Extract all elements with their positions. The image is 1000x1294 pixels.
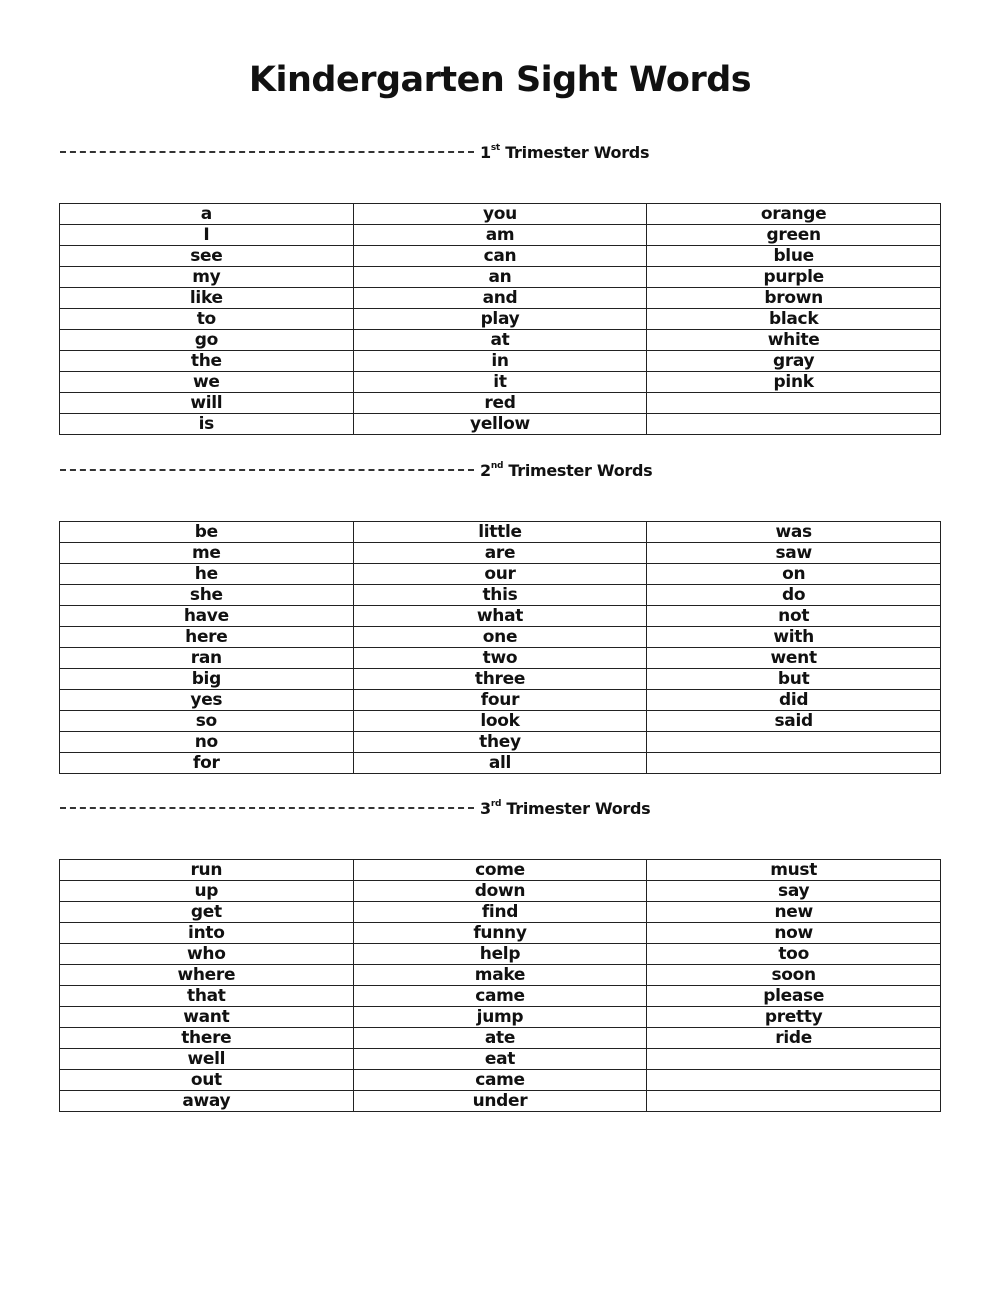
word-cell: for	[60, 753, 354, 774]
word-cell: but	[647, 669, 941, 690]
word-cell: down	[353, 881, 647, 902]
word-cell: are	[353, 543, 647, 564]
word-cell: little	[353, 522, 647, 543]
word-cell: will	[60, 393, 354, 414]
table-row	[60, 204, 941, 225]
word-cell: they	[353, 732, 647, 753]
word-cell: an	[353, 267, 647, 288]
word-cell: want	[60, 1007, 354, 1028]
section-header-3	[60, 796, 650, 820]
word-cell: into	[60, 923, 354, 944]
word-cell	[647, 753, 941, 774]
table-row	[60, 1049, 941, 1070]
word-cell: it	[353, 372, 647, 393]
word-cell: can	[353, 246, 647, 267]
word-cell: was	[647, 522, 941, 543]
table-row	[60, 627, 941, 648]
word-cell: he	[60, 564, 354, 585]
table-row	[60, 225, 941, 246]
table-row	[60, 330, 941, 351]
word-cell: came	[353, 986, 647, 1007]
word-cell: yes	[60, 690, 354, 711]
word-cell: red	[353, 393, 647, 414]
table-row	[60, 606, 941, 627]
word-cell: find	[353, 902, 647, 923]
word-cell: up	[60, 881, 354, 902]
word-cell: a	[60, 204, 354, 225]
word-cell	[647, 1091, 941, 1112]
word-cell: have	[60, 606, 354, 627]
table-row	[60, 881, 941, 902]
word-cell: is	[60, 414, 354, 435]
table-row	[60, 522, 941, 543]
table-row	[60, 246, 941, 267]
divider-line	[60, 151, 474, 153]
word-cell: on	[647, 564, 941, 585]
word-cell: say	[647, 881, 941, 902]
word-cell: jump	[353, 1007, 647, 1028]
word-cell: like	[60, 288, 354, 309]
table-row	[60, 986, 941, 1007]
table-row	[60, 648, 941, 669]
word-cell: at	[353, 330, 647, 351]
word-cell: am	[353, 225, 647, 246]
word-cell: the	[60, 351, 354, 372]
word-cell: ran	[60, 648, 354, 669]
word-cell: not	[647, 606, 941, 627]
word-cell: orange	[647, 204, 941, 225]
word-cell: there	[60, 1028, 354, 1049]
table-row	[60, 351, 941, 372]
word-cell: our	[353, 564, 647, 585]
table-row	[60, 414, 941, 435]
divider-line	[60, 469, 474, 471]
table-row	[60, 902, 941, 923]
table-row	[60, 1028, 941, 1049]
word-cell: what	[353, 606, 647, 627]
word-cell: come	[353, 860, 647, 881]
table-row	[60, 372, 941, 393]
section-label: 1st Trimester Words	[480, 142, 650, 162]
word-cell: one	[353, 627, 647, 648]
word-cell: out	[60, 1070, 354, 1091]
word-cell: gray	[647, 351, 941, 372]
word-cell: ate	[353, 1028, 647, 1049]
word-cell: who	[60, 944, 354, 965]
word-cell: you	[353, 204, 647, 225]
word-cell: brown	[647, 288, 941, 309]
table-row	[60, 393, 941, 414]
table-row	[60, 690, 941, 711]
word-cell: yellow	[353, 414, 647, 435]
word-cell: be	[60, 522, 354, 543]
word-cell: ride	[647, 1028, 941, 1049]
word-cell: see	[60, 246, 354, 267]
word-cell	[647, 732, 941, 753]
word-table-1st-trimester	[59, 203, 941, 435]
word-cell: she	[60, 585, 354, 606]
section-label: 3rd Trimester Words	[480, 798, 651, 818]
table-row	[60, 309, 941, 330]
word-cell: please	[647, 986, 941, 1007]
word-cell: to	[60, 309, 354, 330]
word-cell: said	[647, 711, 941, 732]
word-cell: pretty	[647, 1007, 941, 1028]
table-row	[60, 564, 941, 585]
word-cell: so	[60, 711, 354, 732]
page-title: Kindergarten Sight Words	[248, 60, 752, 100]
table-row	[60, 965, 941, 986]
word-cell: big	[60, 669, 354, 690]
word-cell: new	[647, 902, 941, 923]
word-cell: did	[647, 690, 941, 711]
word-cell: under	[353, 1091, 647, 1112]
word-cell: that	[60, 986, 354, 1007]
word-cell: went	[647, 648, 941, 669]
section-header-2	[60, 458, 652, 482]
table-row	[60, 1091, 941, 1112]
word-cell: go	[60, 330, 354, 351]
divider-line	[60, 807, 474, 809]
word-cell: well	[60, 1049, 354, 1070]
word-cell: saw	[647, 543, 941, 564]
word-cell: make	[353, 965, 647, 986]
word-cell: I	[60, 225, 354, 246]
word-cell: came	[353, 1070, 647, 1091]
word-cell: do	[647, 585, 941, 606]
table-row	[60, 732, 941, 753]
word-cell: black	[647, 309, 941, 330]
word-cell: must	[647, 860, 941, 881]
table-row	[60, 543, 941, 564]
word-cell	[647, 393, 941, 414]
word-cell	[647, 414, 941, 435]
word-cell: now	[647, 923, 941, 944]
table-row	[60, 1070, 941, 1091]
word-cell: with	[647, 627, 941, 648]
word-cell: too	[647, 944, 941, 965]
table-row	[60, 288, 941, 309]
word-table-2nd-trimester	[59, 521, 941, 774]
word-cell: my	[60, 267, 354, 288]
table-row	[60, 669, 941, 690]
word-cell: where	[60, 965, 354, 986]
word-cell: green	[647, 225, 941, 246]
table-row	[60, 944, 941, 965]
word-cell: pink	[647, 372, 941, 393]
word-cell: help	[353, 944, 647, 965]
table-row	[60, 711, 941, 732]
word-cell: get	[60, 902, 354, 923]
word-cell: eat	[353, 1049, 647, 1070]
table-row	[60, 585, 941, 606]
table-row	[60, 923, 941, 944]
section-label: 2nd Trimester Words	[480, 460, 653, 480]
table-row	[60, 860, 941, 881]
word-cell: funny	[353, 923, 647, 944]
word-cell: this	[353, 585, 647, 606]
word-cell: purple	[647, 267, 941, 288]
table-row	[60, 1007, 941, 1028]
word-cell: three	[353, 669, 647, 690]
word-cell	[647, 1049, 941, 1070]
word-cell: two	[353, 648, 647, 669]
word-cell: look	[353, 711, 647, 732]
word-cell: blue	[647, 246, 941, 267]
word-cell: no	[60, 732, 354, 753]
word-cell: four	[353, 690, 647, 711]
word-cell: soon	[647, 965, 941, 986]
word-cell: and	[353, 288, 647, 309]
word-cell: run	[60, 860, 354, 881]
table-row	[60, 267, 941, 288]
section-header-1	[60, 140, 649, 164]
table-row	[60, 753, 941, 774]
word-cell: in	[353, 351, 647, 372]
word-cell: white	[647, 330, 941, 351]
word-cell	[647, 1070, 941, 1091]
word-cell: away	[60, 1091, 354, 1112]
word-cell: play	[353, 309, 647, 330]
word-cell: here	[60, 627, 354, 648]
word-cell: we	[60, 372, 354, 393]
word-cell: all	[353, 753, 647, 774]
word-cell: me	[60, 543, 354, 564]
word-table-3rd-trimester	[59, 859, 941, 1112]
